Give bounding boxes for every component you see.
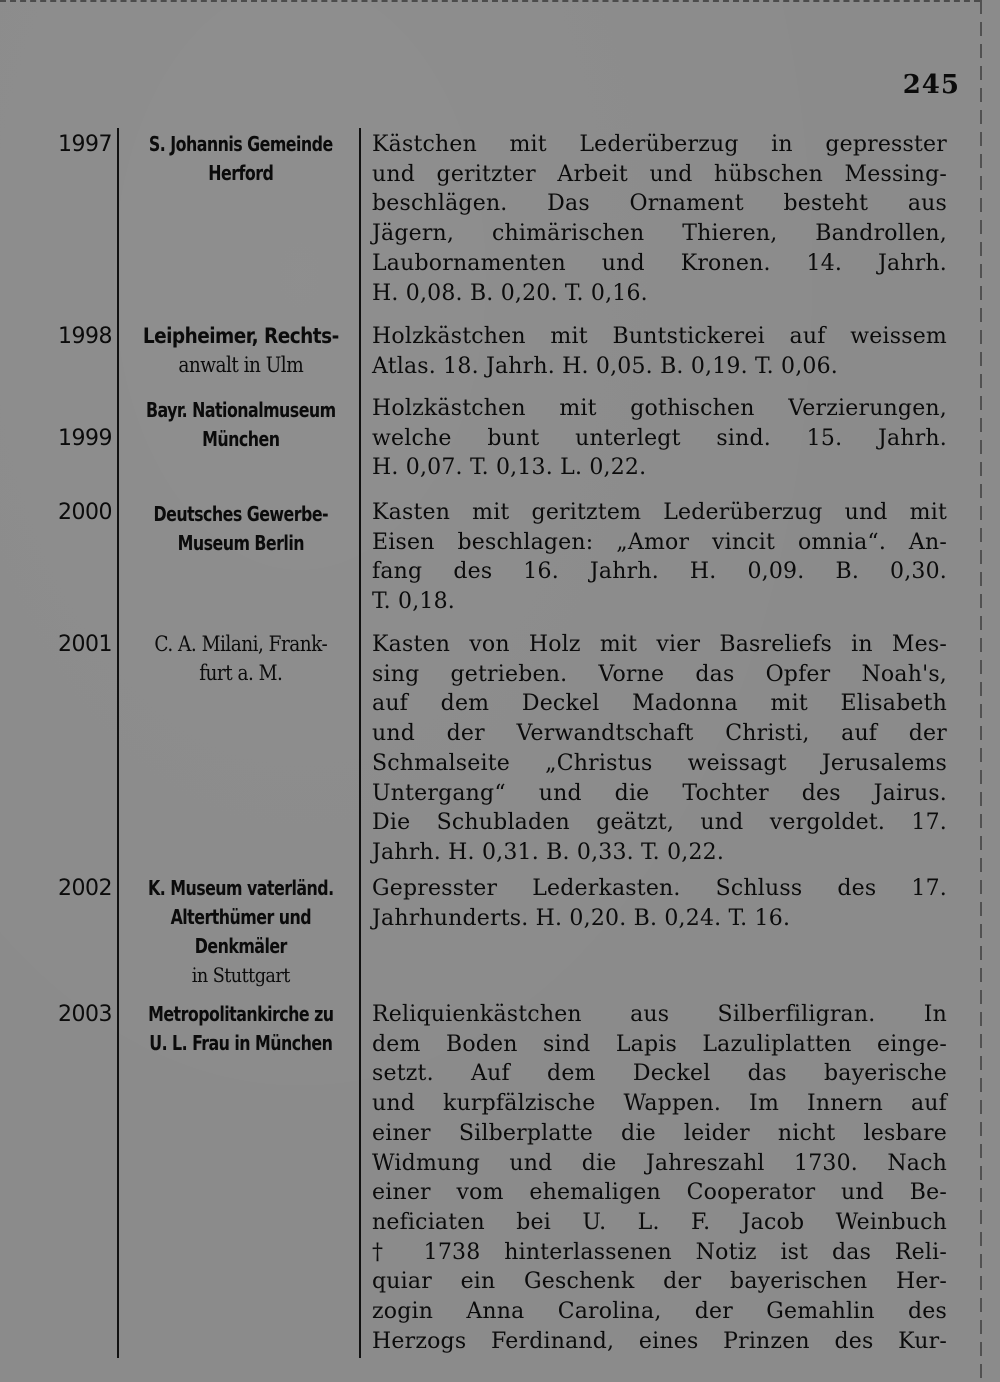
entry-number: 1998: [58, 324, 112, 349]
owner-line: München: [202, 427, 280, 451]
owner-line: C. A. Milani, Frank-: [154, 632, 328, 656]
column-divider-owner: [359, 128, 361, 1358]
description-line: Kasten von Holz mit vier Basreliefs in Mes-: [372, 632, 947, 657]
owner-line: Museum Berlin: [177, 531, 304, 555]
description-line: sing getrieben. Vorne das Opfer Noah's,: [372, 661, 947, 687]
description-line: Kästchen mit Lederüberzug in gepresster: [372, 132, 947, 157]
description-line: Widmung und die Jahreszahl 1730. Nach: [372, 1150, 947, 1176]
description-line: zogin Anna Carolina, der Gemahlin des: [372, 1299, 947, 1325]
description-line: Schmalseite „Christus weissagt Jerusalems: [372, 750, 947, 776]
description-line: Holzkästchen mit Buntstickerei auf weissem: [372, 324, 947, 349]
owner-line: Herford: [208, 161, 274, 185]
entry-number: 2003: [58, 1002, 112, 1027]
right-edge-rule: [980, 0, 982, 1382]
description-line: Eisen beschlagen: „Amor vincit omnia“. An-: [372, 529, 947, 555]
owner-line: Leipheimer, Rechts-: [142, 324, 339, 348]
description-line: und kurpfälzische Wappen. Im Innern auf: [372, 1091, 947, 1117]
entry-number: 2002: [58, 876, 112, 901]
description-line: einer Silberplatte die leider nicht lesbare: [372, 1120, 947, 1146]
description-line: Holzkästchen mit gothischen Verzierungen,: [372, 396, 947, 421]
owner-line: Deutsches Gewerbe-: [153, 502, 329, 526]
description-line: beschlägen. Das Ornament besteht aus: [372, 191, 947, 217]
owner-line: Bayr. Nationalmuseum: [145, 398, 336, 422]
description-line: Atlas. 18. Jahrh. H. 0,05. B. 0,19. T. 0,06.: [372, 353, 838, 379]
page-number: 245: [902, 70, 960, 100]
entry-description: [372, 130, 947, 308]
owner-line: S. Johannis Gemeinde: [148, 132, 333, 156]
description-line: fang des 16. Jahrh. H. 0,09. B. 0,30.: [372, 559, 947, 585]
entry-description: [372, 874, 947, 933]
description-line: Gepresster Lederkasten. Schluss des 17.: [372, 876, 947, 901]
description-line: Die Schubladen geätzt, und vergoldet. 17.: [372, 810, 947, 836]
description-line: H. 0,08. B. 0,20. T. 0,16.: [372, 280, 648, 306]
entry-number: 2000: [58, 500, 112, 525]
entry-owner: [122, 874, 360, 990]
owner-line: U. L. Frau in München: [149, 1031, 333, 1055]
top-edge-rule: [0, 0, 980, 6]
description-line: Herzogs Ferdinand, eines Prinzen des Kur-: [372, 1328, 947, 1354]
description-line: quiar ein Geschenk der bayerischen Her-: [372, 1269, 947, 1295]
entry-owner: [122, 500, 360, 558]
description-line: setzt. Auf dem Deckel das bayerische: [372, 1061, 947, 1087]
description-line: Jägern, chimärischen Thieren, Bandrollen,: [372, 221, 947, 247]
description-line: Kasten mit geritztem Lederüberzug und mit: [372, 500, 947, 525]
owner-line: Denkmäler: [194, 934, 287, 958]
description-line: Untergang“ und die Tochter des Jairus.: [372, 780, 947, 806]
description-line: auf dem Deckel Madonna mit Elisabeth: [372, 691, 947, 717]
description-line: und der Verwandtschaft Christi, auf der: [372, 721, 947, 747]
entry-owner: [122, 322, 360, 380]
description-line: † 1738 hinterlassenen Notiz ist das Reli-: [372, 1239, 947, 1265]
entry-description: [372, 322, 947, 381]
entry-owner: [122, 1000, 360, 1058]
entry-owner: [122, 130, 360, 188]
description-line: und geritzter Arbeit und hübschen Messing-: [372, 161, 947, 187]
description-line: neficiaten bei U. L. F. Jacob Weinbuch: [372, 1209, 947, 1235]
description-line: dem Boden sind Lapis Lazuliplatten einge-: [372, 1031, 947, 1057]
description-line: welche bunt unterlegt sind. 15. Jahrh.: [372, 425, 947, 451]
description-line: Jahrh. H. 0,31. B. 0,33. T. 0,22.: [372, 839, 725, 865]
entry-owner: [122, 630, 360, 688]
owner-line: anwalt in Ulm: [178, 353, 304, 377]
entry-description: [372, 498, 947, 617]
column-divider-number: [117, 128, 119, 1358]
owner-line: K. Museum vaterländ.: [148, 876, 334, 900]
entry-number: 1999: [58, 426, 112, 451]
owner-line: Metropolitankirche zu: [148, 1002, 334, 1026]
description-line: einer vom ehemaligen Cooperator und Be-: [372, 1180, 947, 1206]
description-line: T. 0,18.: [372, 589, 456, 615]
description-line: Jahrhunderts. H. 0,20. B. 0,24. T. 16.: [372, 905, 791, 931]
entry-description: [372, 394, 947, 483]
description-line: H. 0,07. T. 0,13. L. 0,22.: [372, 455, 647, 481]
entry-number: 2001: [58, 632, 112, 657]
description-line: Laubornamenten und Kronen. 14. Jahrh.: [372, 250, 947, 276]
entry-description: [372, 630, 947, 868]
description-line: Reliquienkästchen aus Silberfiligran. In: [372, 1002, 947, 1027]
owner-line: Alterthümer und: [170, 905, 312, 929]
owner-line: in Stuttgart: [191, 963, 290, 987]
owner-line: furt a. M.: [199, 661, 283, 685]
entry-description: [372, 1000, 947, 1356]
entry-owner: [122, 396, 360, 454]
entry-number: 1997: [58, 132, 112, 157]
